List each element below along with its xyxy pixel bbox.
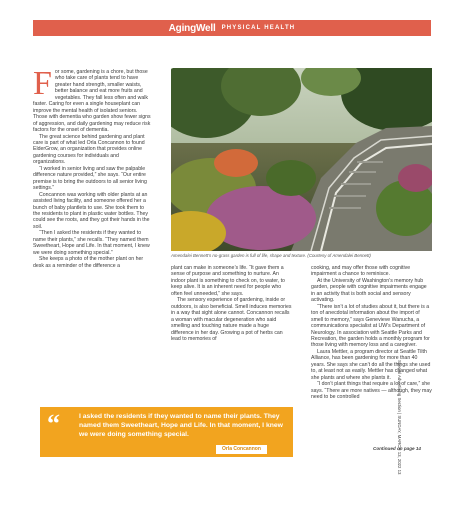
paragraph: At the University of Washington’s memory hub garden, people with cognitive impairments engage in an activity that is both social and sensory activating. bbox=[311, 277, 427, 304]
brand-logo: AgingWell bbox=[168, 22, 216, 34]
article-column-3 bbox=[311, 265, 432, 442]
paragraph: Laura Mettler, a program director at Seattle Tilth Alliance, has been gardening for more than 40 years. She says she can’t do all the things she used to, at least not as easily. Mettler has changed what she plants and where she plants it. bbox=[311, 348, 431, 381]
page-footer-vertical: Special Advertising Section | SUNDAY, MARCH 13, 2022 13 bbox=[397, 360, 402, 475]
continued-note: Continued on page 14 bbox=[373, 446, 421, 451]
paragraph: “Then I asked the residents if they wanted to name their plants,” she recalls. “They named them Sweetheart, Hope and Life. In that moment, I knew we were doing something special.” bbox=[33, 230, 150, 256]
paragraph: “I don’t plant things that require a lot of care,” she says. “There are more natives — although, they may need to be controlled bbox=[311, 381, 432, 401]
pull-quote-text: I asked the residents if they wanted to name their plants. They named them Sweetheart, Hope and Life. In that moment, I knew we were doing something special. bbox=[79, 413, 283, 438]
paragraph: “There isn’t a lot of studies about it, but there is a ton of anecdotal information about the import of smell to memory,” says Genevieve Wanucha, a communications specialist at UW’s Department of Neurology. In association with Seattle Parks and Recreation, the garden holds a monthly program for those living with memory loss and a caregiver. bbox=[311, 303, 430, 349]
drop-cap: F bbox=[33, 69, 52, 102]
pull-quote-author: Orla Concannon bbox=[216, 445, 267, 454]
photo-caption: Amendalei Bennett’s no-grass garden is full of life, shape and texture. (Courtesy of Amendalei Bennett) bbox=[171, 253, 371, 258]
garden-photo bbox=[171, 68, 432, 251]
paragraph: The great science behind gardening and plant care is part of what led Orla Concannon to found ElderGrow, an organization that provides online gardening courses for individuals and organizations. bbox=[33, 133, 145, 166]
paragraph: She keeps a photo of the mother plant on her desk as a reminder of the difference a bbox=[33, 256, 144, 269]
section-banner bbox=[33, 20, 431, 36]
section-title: PHYSICAL HEALTH bbox=[221, 25, 296, 31]
paragraph: “I worked in senior living and saw the palpable difference nature provided,” she says. “Our entire premise is to bring the outdoors to all senior living settings.” bbox=[33, 165, 147, 192]
quote-mark-icon: “ bbox=[47, 409, 60, 438]
paragraph: or some, gardening is a chore, but those who take care of plants tend to have greater hand strength, smaller waists, better balance and eat more fruits and vegetables. They fall less often and walk faster. Caring for even a single houseplant can improve the mental health of isolated seniors. Those with dementia who garden show fewer signs of aggression, and daily gardening may reduce risk factors for the onset of dementia. bbox=[33, 69, 151, 134]
paragraph: cooking, and may offer those with cognitive impairment a chance to reminisce. bbox=[311, 265, 411, 278]
pull-quote bbox=[40, 407, 293, 457]
article-column-1 bbox=[33, 69, 151, 400]
paragraph: Concannon was working with older plants at an assisted living facility, and someone offered her a bunch of baby plantlets to use. She took them to the residents to plant in plastic water bottles. They could see the roots, and they got their hands in the soil. bbox=[33, 191, 150, 230]
paragraph: plant can make in someone’s life. “It gave them a sense of purpose and something to nurture. An indoor plant is something to check on, to water, to keep alive. It is an inherent need for people who often feel unneeded,” she says. bbox=[171, 265, 285, 297]
article-column-2 bbox=[171, 265, 293, 405]
paragraph: The sensory experience of gardening, inside or outdoors, is also beneficial. Smell induces memories in a way that sight alone cannot. Concannon recalls a woman with macular degeneration who said smelling and touching nature made a huge difference in her day. Growing a pot of herbs can lead to memories of bbox=[171, 297, 292, 342]
